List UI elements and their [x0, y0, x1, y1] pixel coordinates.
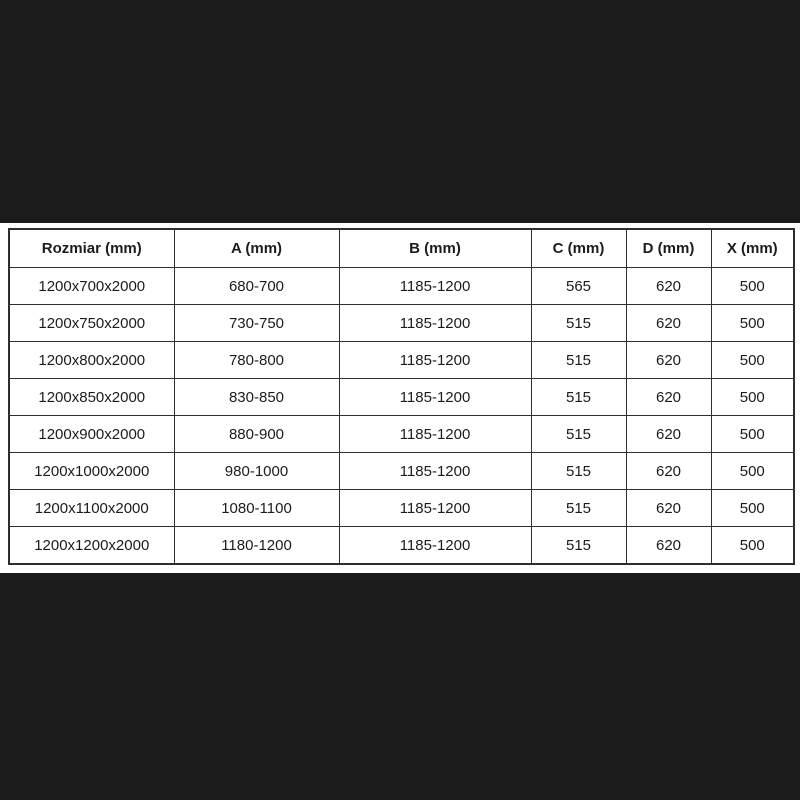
header-cell-a: A (mm)	[174, 229, 339, 268]
table-cell: 515	[531, 416, 626, 453]
header-cell-d: D (mm)	[626, 229, 711, 268]
table-cell: 515	[531, 305, 626, 342]
table-cell: 1200x850x2000	[9, 379, 174, 416]
table-cell: 1200x700x2000	[9, 268, 174, 305]
table-cell: 1185-1200	[339, 342, 531, 379]
table-cell: 515	[531, 379, 626, 416]
table-cell: 780-800	[174, 342, 339, 379]
table-cell: 1185-1200	[339, 268, 531, 305]
table-row	[9, 268, 794, 305]
header-cell-b: B (mm)	[339, 229, 531, 268]
table-row	[9, 453, 794, 490]
table-row	[9, 342, 794, 379]
table-cell: 620	[626, 490, 711, 527]
table-cell: 500	[711, 379, 794, 416]
table-cell: 1185-1200	[339, 416, 531, 453]
table-cell: 1185-1200	[339, 527, 531, 565]
table-cell: 1200x1200x2000	[9, 527, 174, 565]
table-cell: 620	[626, 453, 711, 490]
table-cell: 515	[531, 453, 626, 490]
table-cell: 1185-1200	[339, 379, 531, 416]
table-cell: 1185-1200	[339, 305, 531, 342]
table-cell: 500	[711, 342, 794, 379]
table-cell: 980-1000	[174, 453, 339, 490]
table-cell: 620	[626, 305, 711, 342]
header-cell-rozmiar: Rozmiar (mm)	[9, 229, 174, 268]
table-cell: 515	[531, 527, 626, 565]
table-cell: 515	[531, 342, 626, 379]
table-cell: 620	[626, 416, 711, 453]
table-cell: 1200x750x2000	[9, 305, 174, 342]
table-row	[9, 490, 794, 527]
size-spec-table	[8, 228, 795, 565]
table-cell: 1200x1100x2000	[9, 490, 174, 527]
table-cell: 500	[711, 416, 794, 453]
table-row	[9, 305, 794, 342]
table-cell: 730-750	[174, 305, 339, 342]
table-cell: 1200x1000x2000	[9, 453, 174, 490]
table-cell: 620	[626, 527, 711, 565]
table-cell: 1200x900x2000	[9, 416, 174, 453]
table-cell: 880-900	[174, 416, 339, 453]
table-cell: 500	[711, 268, 794, 305]
table-cell: 500	[711, 490, 794, 527]
table-row	[9, 416, 794, 453]
header-cell-c: C (mm)	[531, 229, 626, 268]
table-cell: 830-850	[174, 379, 339, 416]
table-cell: 620	[626, 342, 711, 379]
table-cell: 500	[711, 453, 794, 490]
table-row	[9, 527, 794, 565]
table-cell: 515	[531, 490, 626, 527]
table-cell: 680-700	[174, 268, 339, 305]
table-row	[9, 379, 794, 416]
table-header-row	[9, 229, 794, 268]
table-cell: 620	[626, 379, 711, 416]
table-cell: 1080-1100	[174, 490, 339, 527]
table-cell: 500	[711, 527, 794, 565]
table-cell: 1200x800x2000	[9, 342, 174, 379]
table-cell: 620	[626, 268, 711, 305]
table-cell: 1185-1200	[339, 490, 531, 527]
table-cell: 1180-1200	[174, 527, 339, 565]
table-cell: 565	[531, 268, 626, 305]
table-cell: 500	[711, 305, 794, 342]
header-cell-x: X (mm)	[711, 229, 794, 268]
table-cell: 1185-1200	[339, 453, 531, 490]
